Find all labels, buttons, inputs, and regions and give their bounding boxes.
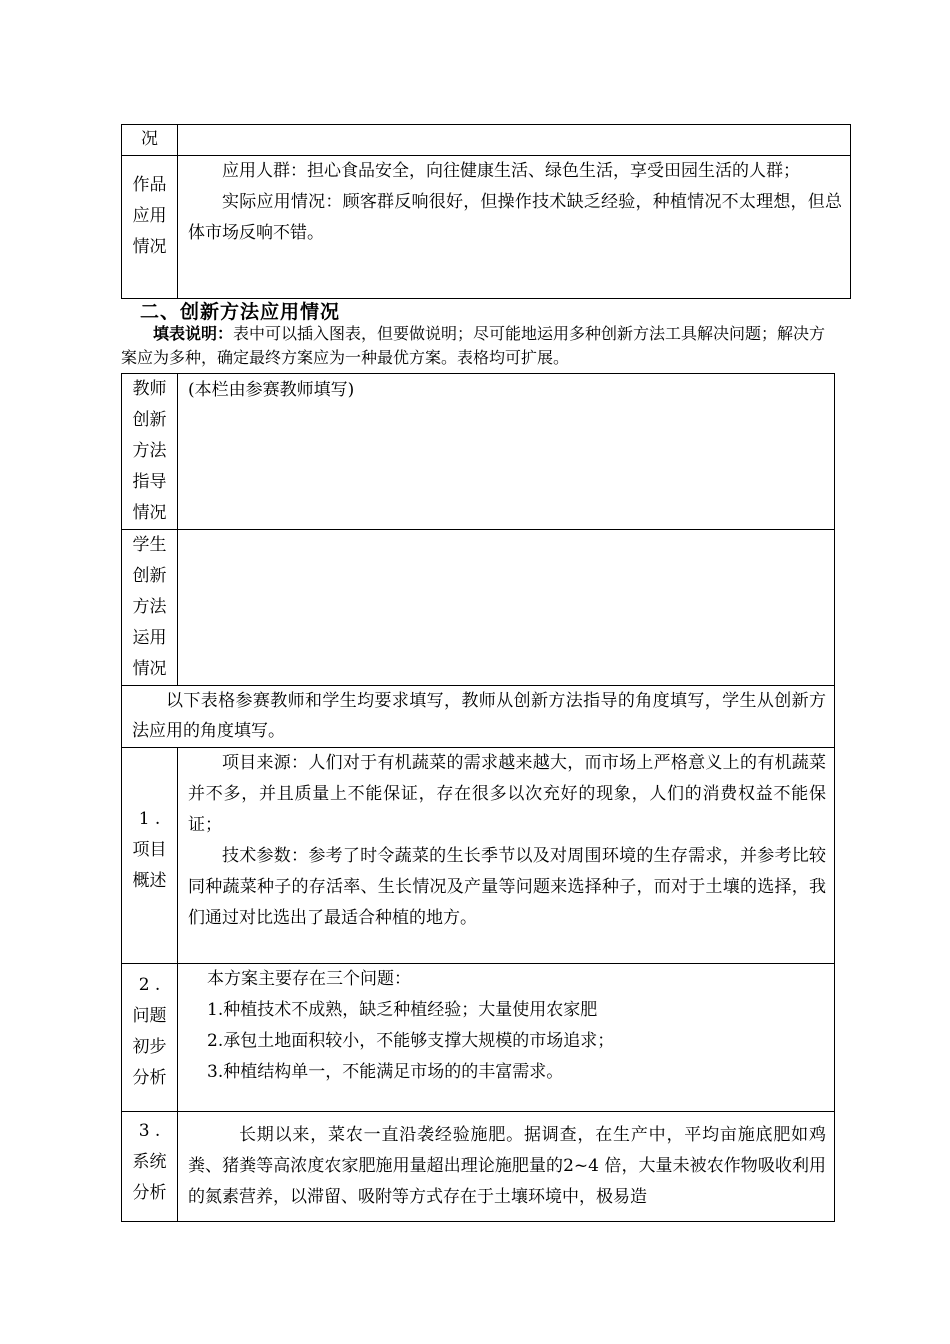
- work-application-table: [121, 124, 851, 299]
- problem-item-1: 1.种植技术不成熟，缺乏种植经验；大量使用农家肥: [207, 1000, 598, 1020]
- technical-params-text: 技术参数：参考了时令蔬菜的生长季节以及对周围环境的生存需求，并参考比较同种蔬菜种子的存活率、生长情况及产量等问题来选择种子，而对于土壤的选择，我们通过对比选出了最适合种植的地方。: [188, 846, 826, 928]
- section-title: 二、创新方法应用情况: [140, 301, 341, 323]
- application-audience-text: 应用人群：担心食品安全，向往健康生活、绿色生活，享受田园生活的人群；: [222, 161, 800, 181]
- row-label-continued: 况: [122, 125, 178, 156]
- work-application-label: 作品 应用 情况: [122, 156, 178, 299]
- fill-instruction-label: 填表说明：: [153, 324, 234, 343]
- system-analysis-label: 3 . 系统 分析: [122, 1112, 178, 1222]
- project-overview-label: 1 . 项目 概述: [122, 748, 178, 964]
- system-analysis-content: [178, 1112, 835, 1222]
- problem-analysis-label: 2 . 问题 初步 分析: [122, 964, 178, 1112]
- system-analysis-text: 长期以来，菜农一直沿袭经验施肥。据调查，在生产中，平均亩施底肥如鸡粪、猪粪等高浓度农家肥施用量超出理论施肥量的2~4 倍，大量未被农作物吸收利用的氮素营养，以滞留、吸附等方式存在于土壤环境中，极易造: [188, 1125, 826, 1207]
- student-method-label: 学生 创新 方法 运用 情况: [122, 530, 178, 686]
- teacher-guidance-label: 教师 创新 方法 指导 情况: [122, 374, 178, 530]
- fill-requirement-row: [122, 686, 835, 748]
- application-status-text: 实际应用情况：顾客群反响很好，但操作技术缺乏经验，种植情况不太理想，但总体市场反响不错。: [188, 192, 842, 243]
- project-analysis-table: [121, 747, 835, 1222]
- problem-intro-text: 本方案主要存在三个问题：: [207, 969, 411, 989]
- fill-instruction-text: 表中可以插入图表，但要做说明；尽可能地运用多种创新方法工具解决问题；解决方案应为多种，确定最终方案应为一种最优方案。表格均可扩展。: [121, 324, 826, 367]
- problem-item-2: 2.承包土地面积较小，不能够支撑大规模的市场追求；: [207, 1031, 615, 1051]
- fill-instruction: [121, 322, 834, 370]
- student-method-content: [178, 530, 835, 686]
- project-overview-content: [178, 748, 835, 964]
- work-application-content: [178, 156, 851, 299]
- teacher-guidance-content: (本栏由参赛教师填写): [178, 374, 835, 530]
- row-value-empty: [178, 125, 851, 156]
- innovation-method-table: [121, 373, 835, 748]
- problem-item-3: 3.种植结构单一，不能满足市场的的丰富需求。: [207, 1062, 564, 1082]
- problem-analysis-content: [178, 964, 835, 1112]
- project-source-text: 项目来源：人们对于有机蔬菜的需求越来越大，而市场上严格意义上的有机蔬菜并不多，并且质量上不能保证，存在很多以次充好的现象，人们的消费权益不能保证；: [188, 753, 826, 835]
- fill-requirement-text: 以下表格参赛教师和学生均要求填写，教师从创新方法指导的角度填写，学生从创新方法应用的角度填写。: [132, 691, 826, 741]
